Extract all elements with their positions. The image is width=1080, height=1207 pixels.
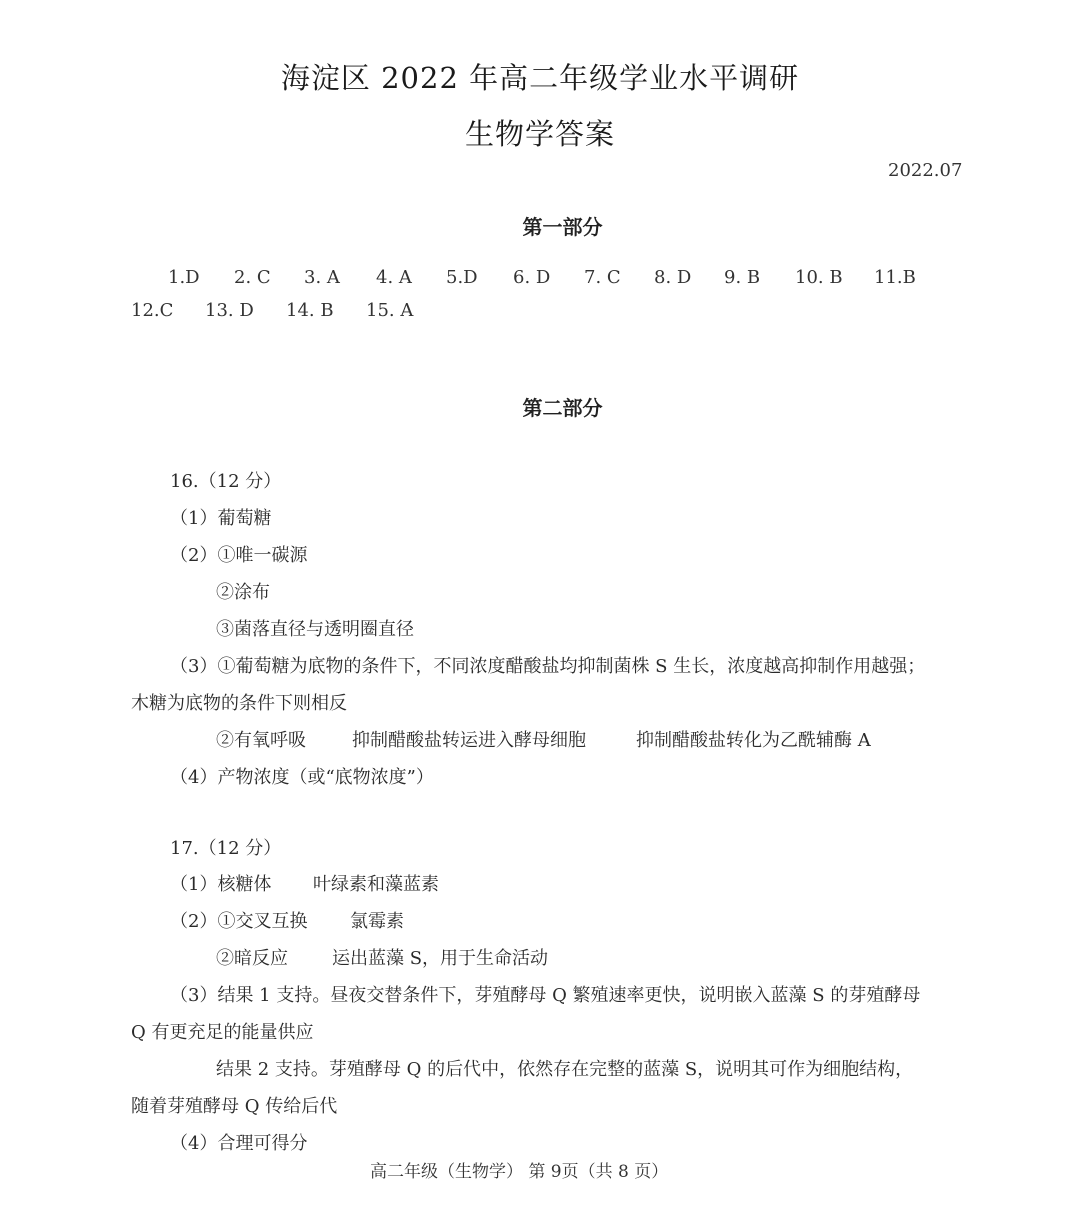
answer-item: 14. B [286, 300, 334, 321]
document-date: 2022.07 [888, 160, 963, 181]
answer-item: 8. D [654, 267, 692, 288]
answer-line: （4）产物浓度（或“底物浓度”） [170, 767, 434, 788]
answer-item: 2. C [234, 267, 271, 288]
answer-line: 氯霉素 [350, 911, 404, 932]
answer-line: （3）结果 1 支持。昼夜交替条件下，芽殖酵母 Q 繁殖速率更快，说明嵌入蓝藻 S 的芽殖酵母 [170, 985, 921, 1006]
answer-line: Q 有更充足的能量供应 [131, 1022, 314, 1043]
answer-item: 15. A [366, 300, 414, 321]
answer-line: （2）①交叉互换 [170, 911, 308, 932]
answer-line: 随着芽殖酵母 Q 传给后代 [131, 1096, 338, 1117]
answer-line: 结果 2 支持。芽殖酵母 Q 的后代中，依然存在完整的蓝藻 S，说明其可作为细胞结构， [216, 1059, 914, 1080]
answer-line: 抑制醋酸盐转运进入酵母细胞 [352, 730, 586, 751]
answer-line: 运出蓝藻 S，用于生命活动 [332, 948, 549, 969]
answer-item: 12.C [131, 300, 174, 321]
answer-line: （3）①葡萄糖为底物的条件下，不同浓度醋酸盐均抑制菌株 S 生长，浓度越高抑制作用越强； [170, 656, 926, 677]
answer-item: 13. D [205, 300, 254, 321]
answer-line: 木糖为底物的条件下则相反 [131, 693, 347, 714]
answer-item: 9. B [724, 267, 761, 288]
answer-line: ②暗反应 [216, 948, 288, 969]
answer-line: ②有氧呼吸 [216, 730, 306, 751]
question-number: 17.（12 分） [170, 838, 282, 859]
answer-line: （4）合理可得分 [170, 1133, 308, 1154]
answer-line: （2）①唯一碳源 [170, 545, 308, 566]
answer-item: 3. A [304, 267, 340, 288]
answer-item: 5.D [446, 267, 478, 288]
answer-line: 抑制醋酸盐转化为乙酰辅酶 A [636, 730, 871, 751]
answer-line: ②涂布 [216, 582, 270, 603]
answer-line: （1）核糖体 [170, 874, 272, 895]
answer-item: 11.B [874, 267, 916, 288]
answer-item: 1.D [168, 267, 200, 288]
document-subtitle: 生物学答案 [464, 117, 615, 151]
part1-heading: 第一部分 [522, 215, 603, 239]
answer-line: 叶绿素和藻蓝素 [313, 874, 439, 895]
page-footer: 高二年级（生物学） 第 9页（共 8 页） [370, 1162, 669, 1182]
answer-line: ③菌落直径与透明圈直径 [216, 619, 414, 640]
answer-item: 6. D [513, 267, 551, 288]
answer-item: 10. B [795, 267, 843, 288]
answer-item: 4. A [376, 267, 412, 288]
answer-line: （1）葡萄糖 [170, 508, 272, 529]
document-title: 海淀区 2022 年高二年级学业水平调研 [280, 61, 800, 95]
question-number: 16.（12 分） [170, 471, 282, 492]
part2-heading: 第二部分 [522, 396, 603, 420]
answer-item: 7. C [584, 267, 621, 288]
